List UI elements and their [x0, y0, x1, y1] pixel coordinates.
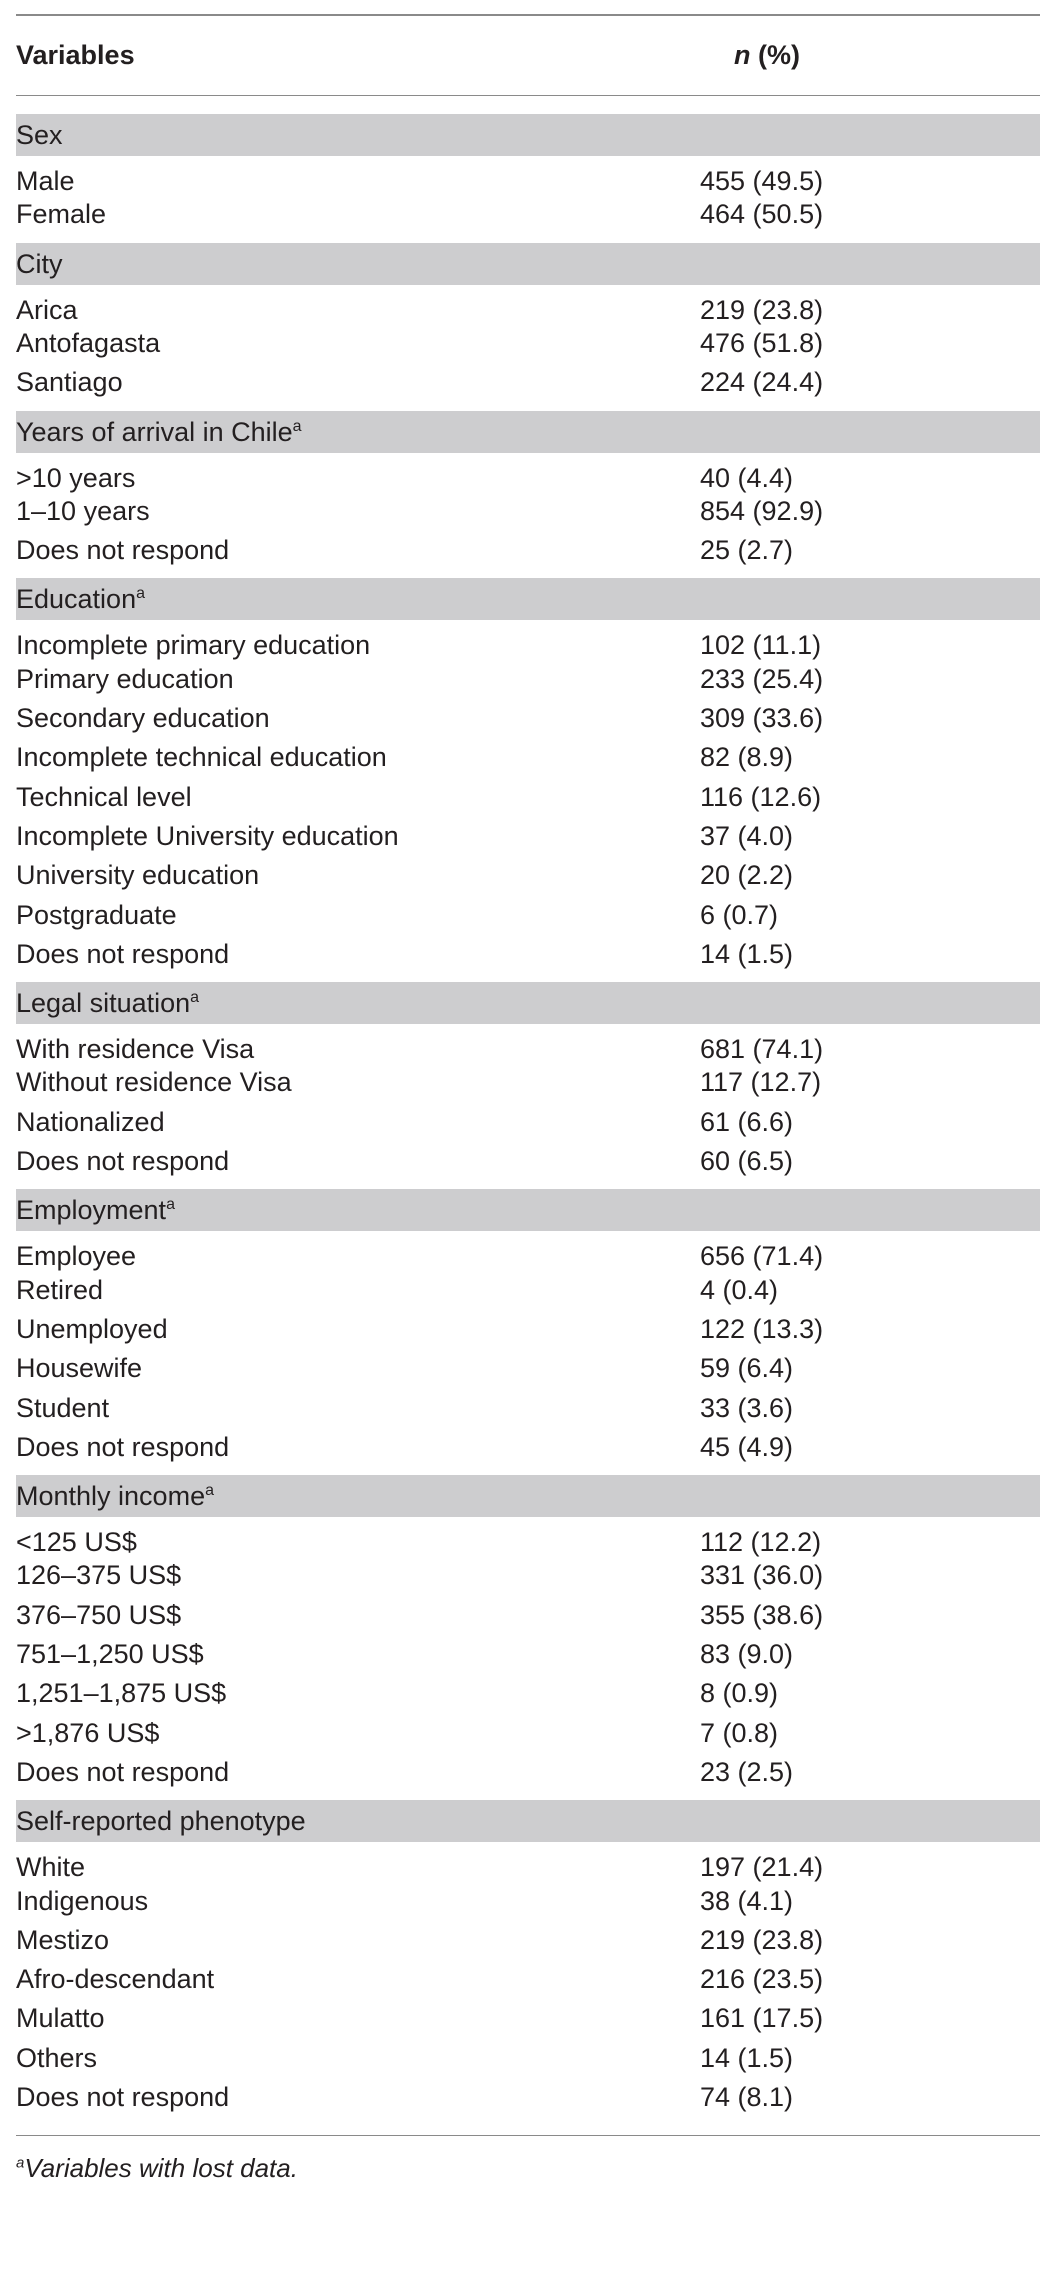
- section-header: [16, 243, 1040, 285]
- section-title: City: [16, 248, 63, 279]
- table-row: [16, 1882, 1040, 1921]
- table-row: [16, 1674, 1040, 1713]
- row-value: 854 (92.9): [700, 495, 824, 526]
- row-value: 23 (2.5): [700, 1756, 794, 1787]
- row-label: Nationalized: [16, 1106, 165, 1137]
- table-row: [16, 1063, 1040, 1102]
- header-rule: [16, 95, 1040, 96]
- table-row: [16, 935, 1040, 974]
- row-label: >10 years: [16, 462, 136, 493]
- row-label: University education: [16, 860, 260, 891]
- row-label: Secondary education: [16, 703, 270, 733]
- row-value: 33 (3.6): [700, 1392, 794, 1423]
- row-value: 112 (12.2): [700, 1527, 822, 1558]
- row-value: 219 (23.8): [700, 294, 824, 325]
- row-label: Santiago: [16, 367, 123, 398]
- section-footnote-marker: a: [166, 1196, 175, 1214]
- row-value: 102 (11.1): [700, 630, 822, 661]
- row-label: Employee: [16, 1241, 137, 1272]
- table-row: [16, 1921, 1040, 1960]
- section-footnote-marker: a: [136, 585, 145, 603]
- row-value: 476 (51.8): [700, 327, 824, 358]
- row-label: 1,251–1,875 US$: [16, 1678, 227, 1709]
- table-row: [16, 856, 1040, 895]
- row-value: 14 (1.5): [700, 938, 794, 969]
- row-label: Afro-descendant: [16, 1964, 215, 1995]
- row-value: 233 (25.4): [700, 663, 824, 694]
- section-header: [16, 1800, 1040, 1842]
- section-title: Sex: [16, 120, 63, 150]
- table-row: [16, 1142, 1040, 1181]
- row-label: Does not respond: [16, 2082, 230, 2112]
- section-title: Employment: [16, 1195, 167, 1226]
- row-value: 40 (4.4): [700, 462, 794, 493]
- row-value: 4 (0.4): [700, 1274, 779, 1305]
- section-title: Education: [16, 584, 137, 615]
- row-label: Retired: [16, 1274, 104, 1305]
- row-label: Antofagasta: [16, 327, 161, 358]
- section-title: Self-reported phenotype: [16, 1806, 306, 1837]
- row-value: 464 (50.5): [700, 199, 824, 230]
- header-variables: Variables: [16, 40, 135, 70]
- row-value: 59 (6.4): [700, 1353, 794, 1384]
- table-row: [16, 1635, 1040, 1674]
- row-value: 197 (21.4): [700, 1852, 824, 1883]
- table-row: [16, 195, 1040, 234]
- table-row: [16, 1556, 1040, 1595]
- section-title: Years of arrival in Chile: [16, 416, 293, 447]
- row-label: 751–1,250 US$: [16, 1639, 204, 1669]
- row-label: Primary education: [16, 663, 234, 694]
- section-title: Legal situation: [16, 988, 191, 1019]
- row-label: Mestizo: [16, 1924, 110, 1955]
- table-row: [16, 363, 1040, 402]
- section-header: [16, 982, 1040, 1024]
- row-value: 61 (6.6): [700, 1106, 794, 1137]
- header-percent: (%): [750, 40, 800, 70]
- table-row: [16, 660, 1040, 699]
- row-value: 161 (17.5): [700, 2003, 824, 2034]
- table-top-rule: [16, 14, 1040, 16]
- row-label: Technical level: [16, 781, 192, 812]
- row-value: 6 (0.7): [700, 899, 779, 930]
- footnote-marker: a: [16, 2154, 25, 2172]
- row-value: 8 (0.9): [700, 1678, 779, 1709]
- table-row: [16, 1596, 1040, 1635]
- table-row: [16, 2078, 1040, 2117]
- row-label: Male: [16, 166, 75, 196]
- row-value: 455 (49.5): [700, 166, 824, 196]
- table-row: [16, 1999, 1040, 2038]
- table-row: [16, 1349, 1040, 1388]
- row-value: 82 (8.9): [700, 742, 794, 773]
- row-label: Others: [16, 2042, 98, 2073]
- row-label: Arica: [16, 294, 78, 325]
- row-value: 681 (74.1): [700, 1034, 824, 1065]
- row-label: White: [16, 1852, 86, 1883]
- row-value: 37 (4.0): [700, 820, 794, 851]
- section-footnote-marker: a: [292, 417, 302, 435]
- row-value: 83 (9.0): [700, 1639, 794, 1669]
- row-label: Incomplete primary education: [16, 630, 371, 661]
- row-label: 1–10 years: [16, 495, 150, 526]
- row-value: 219 (23.8): [700, 1924, 824, 1955]
- table-row: [16, 492, 1040, 531]
- row-value: 309 (33.6): [700, 703, 824, 733]
- row-value: 74 (8.1): [700, 2082, 794, 2112]
- section-header: [16, 114, 1040, 156]
- row-label: Without residence Visa: [16, 1067, 292, 1098]
- row-value: 355 (38.6): [700, 1599, 824, 1630]
- table-row: [16, 817, 1040, 856]
- row-value: 45 (4.9): [700, 1431, 794, 1462]
- header-n-percent: [734, 40, 800, 71]
- row-value: 224 (24.4): [700, 367, 824, 398]
- header-n: n: [734, 40, 751, 70]
- row-value: 331 (36.0): [700, 1560, 824, 1591]
- table-row: [16, 1714, 1040, 1753]
- row-label: Female: [16, 199, 107, 230]
- row-label: <125 US$: [16, 1527, 137, 1558]
- table-row: [16, 1428, 1040, 1467]
- section-title: Monthly income: [16, 1481, 206, 1512]
- row-value: 116 (12.6): [700, 781, 822, 812]
- table-footnote: [16, 2153, 298, 2184]
- table-row: [16, 738, 1040, 777]
- table-row: [16, 699, 1040, 738]
- row-value: 25 (2.7): [700, 535, 794, 566]
- row-label: Incomplete technical education: [16, 742, 387, 773]
- row-value: 20 (2.2): [700, 860, 794, 891]
- table-row: [16, 1753, 1040, 1792]
- row-label: Does not respond: [16, 535, 230, 566]
- table-header: [16, 24, 1040, 92]
- row-value: 117 (12.7): [700, 1067, 822, 1098]
- row-label: Does not respond: [16, 1431, 230, 1462]
- section-footnote-marker: a: [205, 1482, 214, 1500]
- section-header: [16, 1475, 1040, 1517]
- row-label: Indigenous: [16, 1885, 149, 1916]
- section-header: [16, 411, 1040, 453]
- table-row: [16, 324, 1040, 363]
- table-row: [16, 1103, 1040, 1142]
- row-value: 7 (0.8): [700, 1717, 779, 1748]
- table-row: [16, 896, 1040, 935]
- row-label: With residence Visa: [16, 1034, 255, 1065]
- footnote-text: Variables with lost data.: [24, 2153, 298, 2184]
- row-label: Unemployed: [16, 1313, 168, 1344]
- row-label: Postgraduate: [16, 899, 177, 930]
- row-label: Incomplete University education: [16, 820, 399, 851]
- table-row: [16, 2039, 1040, 2078]
- row-value: 656 (71.4): [700, 1241, 824, 1272]
- section-footnote-marker: a: [190, 989, 200, 1007]
- table-row: [16, 778, 1040, 817]
- row-value: 60 (6.5): [700, 1146, 794, 1176]
- table-row: [16, 531, 1040, 570]
- row-value: 122 (13.3): [700, 1313, 824, 1344]
- section-header: [16, 1189, 1040, 1231]
- row-label: 126–375 US$: [16, 1560, 182, 1591]
- row-label: Does not respond: [16, 938, 230, 969]
- row-label: Student: [16, 1392, 110, 1423]
- row-value: 14 (1.5): [700, 2042, 794, 2073]
- table-bottom-rule: [16, 2135, 1040, 2136]
- row-label: Housewife: [16, 1353, 143, 1384]
- table-row: [16, 1310, 1040, 1349]
- table-row: [16, 1960, 1040, 1999]
- row-label: >1,876 US$: [16, 1717, 160, 1748]
- section-header: [16, 578, 1040, 620]
- row-value: 216 (23.5): [700, 1964, 824, 1995]
- row-value: 38 (4.1): [700, 1885, 794, 1916]
- row-label: Does not respond: [16, 1756, 230, 1787]
- row-label: Mulatto: [16, 2003, 105, 2034]
- table-row: [16, 1271, 1040, 1310]
- table-row: [16, 1389, 1040, 1428]
- row-label: Does not respond: [16, 1146, 230, 1176]
- row-label: 376–750 US$: [16, 1599, 182, 1630]
